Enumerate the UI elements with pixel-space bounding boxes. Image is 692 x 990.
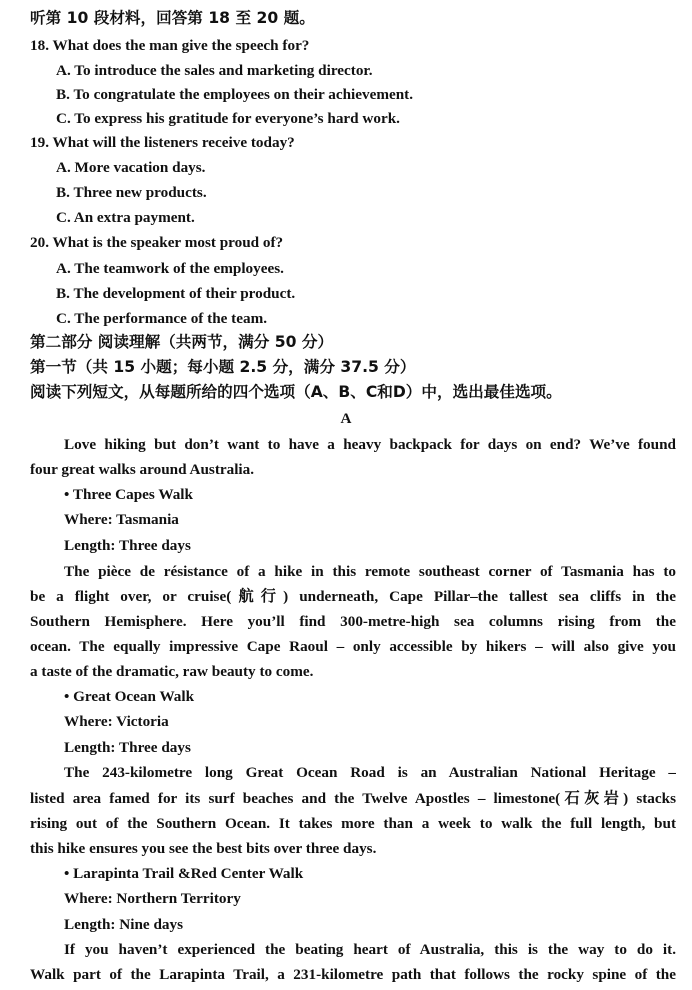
walk-description-line: The pièce de résistance of a hike in this remote southeast corner of Tasmania has to: [64, 563, 676, 580]
walk-where: Where: Northern Territory: [64, 890, 241, 907]
question-19-option-a: A. More vacation days.: [56, 159, 206, 176]
passage-label: A: [340, 410, 352, 427]
listening-section-intro: 听第 10 段材料，回答第 18 至 20 题。: [30, 9, 315, 27]
question-18-option-c: C. To express his gratitude for everyone’s hard work.: [56, 110, 400, 127]
part-two-title: 第二部分 阅读理解（共两节，满分 50 分）: [30, 333, 334, 351]
question-20-option-b: B. The development of their product.: [56, 285, 296, 302]
reading-instructions: 阅读下列短文，从每题所给的四个选项（A、B、C和D）中，选出最佳选项。: [30, 383, 562, 401]
question-20-option-a: A. The teamwork of the employees.: [56, 260, 284, 277]
walk-length: Length: Nine days: [64, 916, 183, 933]
walk-where: Where: Tasmania: [64, 511, 179, 528]
walk-name: • Three Capes Walk: [64, 486, 193, 503]
walk-description-line: rising out of the Southern Ocean. It takes more than a week to walk the full length, but: [30, 815, 676, 832]
walk-description-line: be a flight over, or cruise(航行) underneath, Cape Pillar–the tallest sea cliffs in the: [30, 588, 676, 605]
question-20-option-c: C. The performance of the team.: [56, 310, 268, 327]
passage-intro-line: four great walks around Australia.: [30, 461, 255, 478]
walk-description-line: If you haven’t experienced the beating heart of Australia, this is the way to do it.: [64, 941, 676, 958]
question-18-option-a: A. To introduce the sales and marketing director.: [56, 62, 373, 79]
walk-length: Length: Three days: [64, 537, 191, 554]
walk-name: • Larapinta Trail &Red Center Walk: [64, 865, 304, 882]
walk-description-line: Walk part of the Larapinta Trail, a 231-kilometre path that follows the rocky spine of the: [30, 966, 676, 983]
passage-intro-line: Love hiking but don’t want to have a heavy backpack for days on end? We’ve found: [64, 436, 676, 453]
walk-length: Length: Three days: [64, 739, 191, 756]
question-19-option-c: C. An extra payment.: [56, 209, 195, 226]
question-18-stem: 18. What does the man give the speech for?: [30, 37, 310, 54]
question-19-stem: 19. What will the listeners receive today?: [30, 134, 295, 151]
walk-description-line: The 243-kilometre long Great Ocean Road is an Australian National Heritage –: [64, 764, 676, 781]
walk-description-line: ocean. The equally impressive Cape Raoul – only accessible by hikers – will also give you: [30, 638, 676, 655]
walk-name: • Great Ocean Walk: [64, 688, 195, 705]
section-one-title: 第一节（共 15 小题；每小题 2.5 分，满分 37.5 分）: [30, 358, 416, 376]
walk-description-line: listed area famed for its surf beaches and the Twelve Apostles – limestone(石灰岩) stacks: [30, 790, 676, 807]
walk-description-line: this hike ensures you see the best bits over three days.: [30, 840, 377, 857]
question-18-option-b: B. To congratulate the employees on their achievement.: [56, 86, 414, 103]
walk-where: Where: Victoria: [64, 713, 169, 730]
question-19-option-b: B. Three new products.: [56, 184, 207, 201]
walk-description-line: a taste of the dramatic, raw beauty to come.: [30, 663, 314, 680]
question-20-stem: 20. What is the speaker most proud of?: [30, 234, 284, 251]
walk-description-line: Southern Hemisphere. Here you’ll find 300-metre-high sea columns rising from the: [30, 613, 676, 630]
